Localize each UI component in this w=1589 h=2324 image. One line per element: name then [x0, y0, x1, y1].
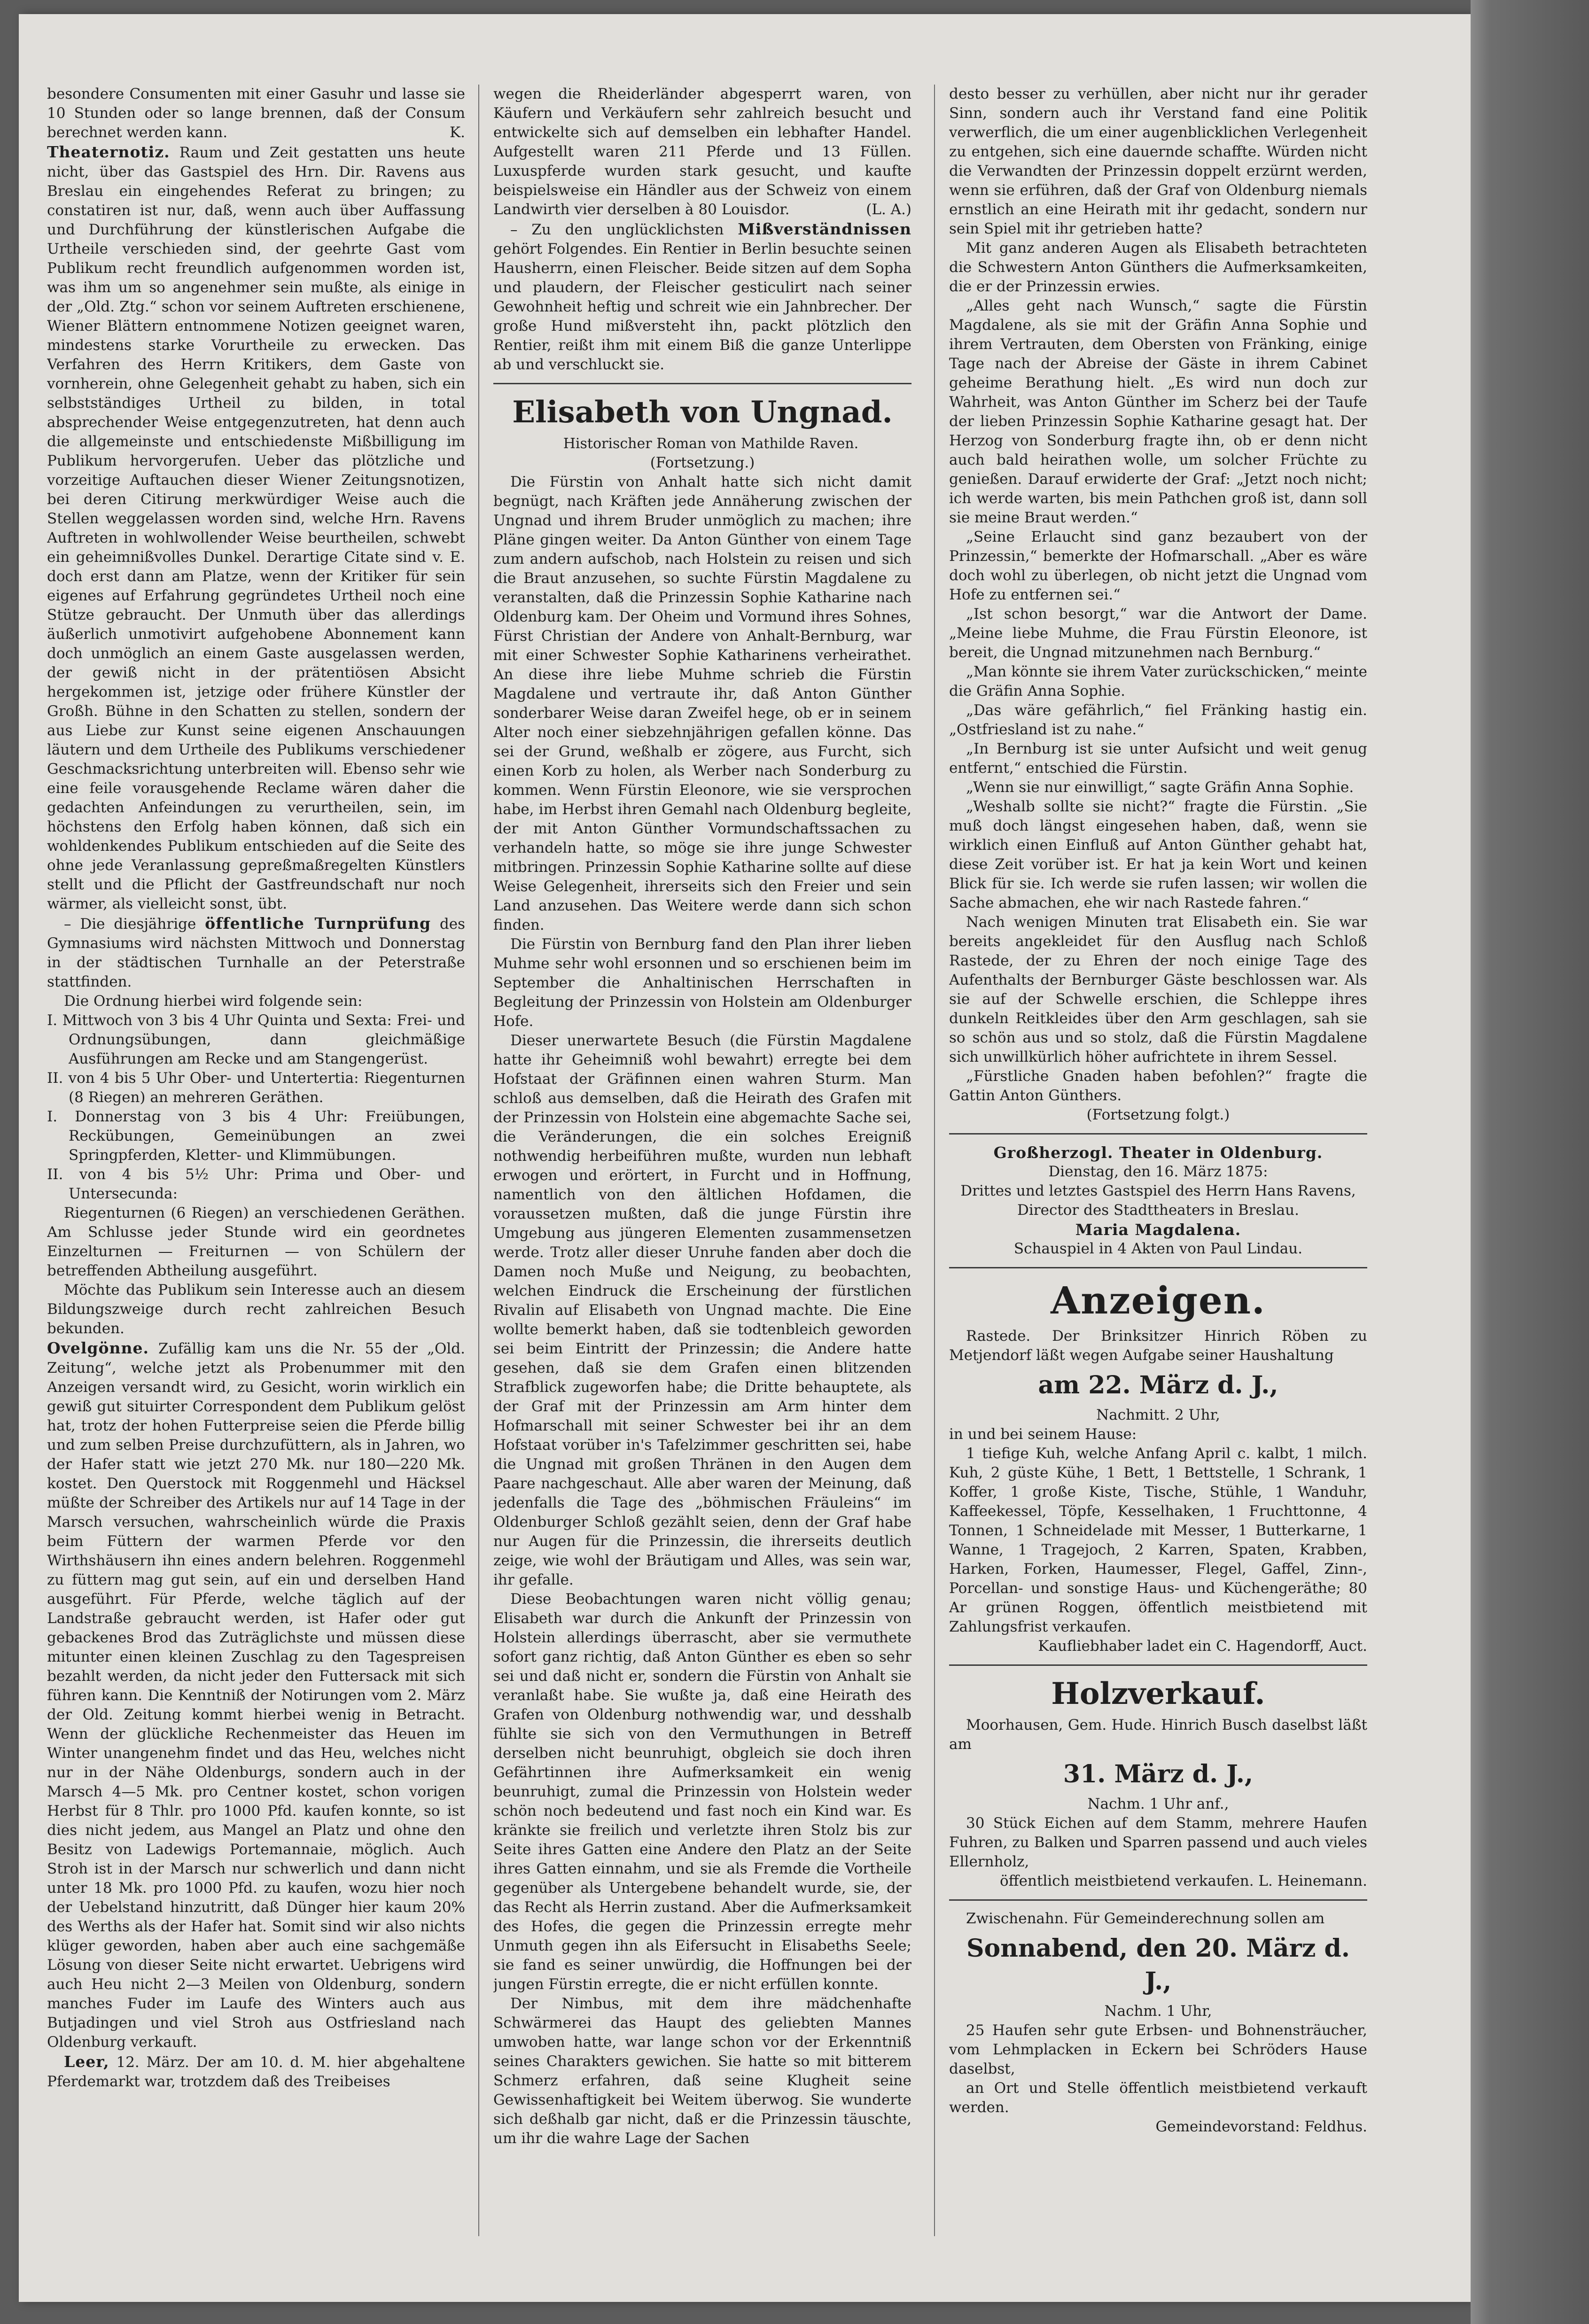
newspaper-page — [19, 14, 1471, 2302]
order-tail: Riegenturnen (6 Riegen) an verschiedenen Geräthen. Am Schlusse jeder Stunde wird ein geordnetes Einzelturnen — Freiturnen — von Schülern der betreffenden Abtheilung ausgeführt. — [47, 1205, 465, 1279]
turn-note: – Die diesjährige öffentliche Turnprüfung des Gymnasiums wird nächsten Mittwoch und Donnerstag in der städtischen Turnhalle an der Peterstraße stattfinden. — [47, 914, 465, 990]
novel-paragraph: „Das wäre gefährlich,“ fiel Fränking hastig ein. „Ostfriesland ist zu nahe.“ — [949, 702, 1367, 738]
ad-text: Rastede. Der Brinksitzer Hinrich Röben zu Metjendorf läßt wegen Aufgabe seiner Haushaltung — [949, 1328, 1367, 1364]
novel-paragraph: „In Bernburg ist sie unter Aufsicht und weit genug entfernt,“ entschied die Fürstin. — [949, 740, 1367, 777]
ad-date: 31. März d. J., — [1063, 1760, 1254, 1788]
theater-line: Drittes und letztes Gastspiel des Herrn Hans Ravens, — [960, 1182, 1356, 1199]
ad-text: 25 Haufen sehr gute Erbsen- und Bohnensträucher, vom Lehmplacken in Eckern bei Schröders Hause daselbst, — [949, 2022, 1367, 2077]
novel-paragraph: „Man könnte sie ihrem Vater zurückschicken,“ meinte die Gräfin Anna Sophie. — [949, 663, 1367, 700]
ad-text: 30 Stück Eichen auf dem Stamm, mehrere Haufen Fuhren, zu Balken und Sparren passend und auch vieles Ellernholz, — [949, 1815, 1367, 1870]
column-rule — [934, 85, 935, 2236]
theater-play: Maria Magdalena. — [1075, 1220, 1241, 1239]
novel-paragraph: „Alles geht nach Wunsch,“ sagte die Fürstin Magdalene, als sie mit der Gräfin Anna Sophie und ihrem Vertrauten, dem Obersten von Fränking, einige Tage nach der Abreise der Gäste in ihrem Cabinet geheime Berathung hielt. „Es wird nun doch zur Wahrheit, was Anton Günther im Scherz bei der Taufe der lieben Prinzessin Sophie Katharine gesagt hat. Der Herzog von Sonderburg fragte ihn, ob er denn nicht auch bald heirathen wolle, um solcher Früchte zu genießen. Darauf erwiderte der Graf: „Jetzt noch nicht; ich werde warten, bis mein Pathchen groß ist, dann soll sie meine Braut werden.“ — [949, 297, 1367, 526]
order-intro: Die Ordnung hierbei wird folgende sein: — [64, 993, 363, 1010]
ovelgoenne-note: Ovelgönne. Zufällig kam uns die Nr. 55 der „Old. Zeitung“, welche jetzt als Probenummer mit den Anzeigen versandt wird, zu Gesicht, worin wirklich ein gewiß gut situirter Correspondent dem Publikum gelöst hat, trotz der hohen Futterpreise seien die Pferde billig und zum selben Preise durchzufüttern, als in Jahren, wo der Hafer statt wie jetzt 270 Mk. nur 180—220 Mk. kostet. Den Querstock mit Roggenmehl und Häcksel müßte der Schreiber des Artikels nur auf 14 Tage in der Marsch versuchen, wahrscheinlich würde die Praxis beim Füttern der warmen Pferde vor den Wirthshäusern ihn eines andern belehren. Roggenmehl zu füttern mag gut sein, auf ein und derselben Hand ausgeführt. Für Pferde, welche täglich auf der Landstraße gebraucht werden, ist Hafer oder gut gebackenes Brod das Zuträglichste und müssen diese mitunter einen kleinen Zuschlag zu den Tagespreisen bezahlt werden, da nicht jeder den Futtersack mit sich führen kann. Die Kenntniß der Notirungen vom 2. März der Old. Zeitung kommt hierbei wenig in Betracht. Wenn der glückliche Rechenmeister das Heuen im Winter unangenehm findet und das Heu, welches nicht nur in der Nähe Oldenburgs, sondern auch in der Marsch 4—5 Mk. pro Centner kostet, schon vorigen Herbst für 8 Thlr. pro 1000 Pfd. kaufen konnte, so ist dies nicht jedem, aus Mangel an Platz und ohne den Besitz von Ladewigs Portemannaie, möglich. Auch Stroh ist in der Marsch nur schwerlich und dann nicht unter 18 Mk. pro 1000 Pfd. zu kaufen, wozu hier noch der Uebelstand hinzutritt, daß Dünger hier kaum 20% des Werths als der Hafer hat. Somit sind wir also nichts klüger geworden, haben aber auch eine sachgemäße Lösung von dieser Seite nicht erwartet. Uebrigens wird auch Heu nicht 2—3 Meilen von Oldenburg, sondern manches Fuder im Laufe des Winters auch aus Butjadingen und viel Stroh aus Ostfriesland nach Oldenburg verkauft. — [47, 1339, 465, 2051]
order-item: II. von 4 bis 5½ Uhr: Prima und Ober- und Untersecunda: — [47, 1166, 465, 1202]
novel-paragraph: Diese Beobachtungen waren nicht völlig genau; Elisabeth war durch die Ankunft der Prinzessin von Holstein allerdings überrascht, aber sie vermuthete sofort ganz richtig, daß Anton Günther es eben so sehr sei und daß nicht er, sondern die Fürstin von Anhalt sie veranlaßt habe. Sie wußte ja, daß eine Heirath des Grafen von Oldenburg nothwendig war, und desshalb fühlte sie sich von den Vermuthungen in Betreff derselben nicht beunruhigt, obgleich sie doch ihren Gefährtinnen ihre Aufmerksamkeit ein wenig beunruhigt, zumal die Prinzessin von Holstein weder schön noch bedeutend und fast noch ein Kind war. Es kränkte sie freilich und verletzte ihren Stolz bis zur Seite ihres Gatten eine Andere den Platz an der Seite ihres Gatten einnahm, und sie als Fremde die Vortheile gegenüber als Untergebene behandelt wurde, sie, der das Recht als Herrin zustand. Aber die Aufmerksamkeit des Hofes, die gegen die Prinzessin erregte mehr Unmuth gegen ihn als Eifersucht in Elisabeths Seele; sie fand es seiner unwürdig, die Hoffnungen bei der jungen Fürstin erregte, die er nicht erfüllen konnte. — [493, 1591, 911, 1993]
ad-time: Nachm. 1 Uhr anf., — [1087, 1795, 1229, 1812]
novel-paragraph: Der Nimbus, mit dem ihre mädchenhafte Schwärmerei das Haupt des geliebten Mannes umwoben hatte, war lange schon vor der Erkenntniß seines Charakters gewichen. Sie hatte so mit bitterem Schmerz erfahren, daß seine Klugheit seine Gewissenhaftigkeit bei Weitem überwog. Sie wunderte sich deßhalb gar nicht, daß er die Prinzessin täuschte, um ihr die wahre Lage der Sachen — [493, 1995, 911, 2147]
turn-close: Möchte das Publikum sein Interesse auch an diesem Bildungszweige durch recht zahlreichen Besuch bekunden. — [47, 1282, 465, 1337]
ad-list: 1 tiefige Kuh, welche Anfang April c. kalbt, 1 milch. Kuh, 2 güste Kühe, 1 Bett, 1 Bettstelle, 1 Schrank, 1 Koffer, 1 große Kiste, Tische, Stühle, 1 Wanduhr, Kaffeekessel, Töpfe, Kesselhaken, 1 Fruchttonne, 4 Tonnen, 1 Schneidelade mit Messer, 1 Butterkarne, 1 Wanne, 1 Tragejoch, 2 Karren, Spaten, Krabben, Harken, Forken, Haumesser, Flegel, Gaffel, Zinn-, Porcellan- und sonstige Haus- und Küchengeräthe; 80 Ar grünen Roggen, öffentlich meistbietend mit Zahlungsfrist verkaufen. — [949, 1445, 1367, 1635]
article-text: wegen die Rheiderländer abgesperrt waren, von Käufern und Verkäufern sehr zahlreich besucht und entwickelte sich auf demselben ein lebhafter Handel. Aufgestellt waren 211 Pferde und 13 Füllen. Luxuspferde wurden stark gesucht, und kaufte beispielsweise ein Händler aus der Schweiz von einem Landwirth vier derselben à 80 Louisdor. (L. A.) — [493, 85, 911, 218]
novel-paragraph: „Fürstliche Gnaden haben befohlen?“ fragte die Gattin Anton Günthers. — [949, 1068, 1367, 1104]
ad-heading: Holzverkauf. — [1051, 1676, 1265, 1711]
theater-line: Schauspiel in 4 Akten von Paul Lindau. — [1013, 1240, 1303, 1257]
novel-continuation: (Fortsetzung.) — [650, 454, 755, 471]
column-1 — [47, 85, 465, 2236]
order-item: I. Mittwoch von 3 bis 4 Uhr Quinta und Sexta: Frei- und Ordnungsübungen, dann gleichmäßige Ausführungen am Recke und am Stangengerüst. — [47, 1012, 465, 1067]
misunderstanding-note: – Zu den unglücklichsten Mißverständnissen gehört Folgendes. Ein Rentier in Berlin besuchte seinen Hausherrn, einen Fleischer. Beide sitzen auf dem Sopha und plaudern, der Fleischer gesticulirt nach seiner Gewohnheit heftig und schreit wie ein Jahnbrecher. Der große Hund mißversteht ihn, packt plötzlich den Rentier, reißt ihm mit einem Biß die ganze Unterlippe ab und verschluckt sie. — [493, 220, 911, 373]
section-rule — [949, 1664, 1367, 1666]
novel-paragraph: „Wenn sie nur einwilligt,“ sagte Gräfin Anna Sophie. — [966, 779, 1354, 796]
ad-place: in und bei seinem Hause: — [949, 1426, 1137, 1443]
novel-subtitle: Historischer Roman von Mathilde Raven. — [563, 435, 859, 452]
ads-heading: Anzeigen. — [1051, 1278, 1266, 1322]
column-2 — [493, 85, 911, 2236]
ad-signature: Gemeindevorstand: Feldhus. — [1155, 2118, 1367, 2135]
ad-text: Zwischenahn. Für Gemeinderechnung sollen am — [966, 1910, 1325, 1927]
section-rule — [949, 1899, 1367, 1901]
order-item: I. Donnerstag von 3 bis 4 Uhr: Freiübungen, Reckübungen, Gemeinübungen an zwei Springpferden, Kletter- und Klimmübungen. — [47, 1108, 465, 1164]
ad-time: Nachm. 1 Uhr, — [1104, 2003, 1212, 2020]
section-rule — [949, 1267, 1367, 1268]
ad-date: am 22. März d. J., — [1038, 1371, 1278, 1399]
novel-paragraph: Dieser unerwartete Besuch (die Fürstin Magdalene hatte ihr Geheimniß wohl bewahrt) erregte bei dem Hofstaat der Gräfinnen einen wahren Sturm. Man schloß aus demselben, daß die Heirath des Grafen mit der Prinzessin von Holstein eine abgemachte Sache sei, die Veränderungen, die ein solches Ereigniß nothwendig herbeiführen mußte, wurden nun lebhaft erwogen und erörtert, in Furcht und in Hoffnung, namentlich von den ältlichen Hofdamen, die voraussetzen mußten, daß die junge Fürstin ihre Umgebung aus jüngeren Elementen zusammensetzen werde. Trotz aller dieser Unruhe fanden aber doch die Damen noch Muße und Neigung, zu beobachten, welchen Eindruck die Erscheinung der fürstlichen Rivalin auf Elisabeth von Ungnad machte. Die Eine wollte bemerkt haben, daß sie todtenbleich geworden sei beim Eintritt der Prinzessin; die Andere hatte gesehen, daß sie dem Grafen einen blitzenden Strafblick zugeworfen habe; die Dritte behauptete, als der Graf mit der Prinzessin am Arm hinter dem Hofmarschall mit seiner Schwester bei ihr an dem Hofstaat vorüber in's Tafelzimmer geschritten sei, habe die Ungnad mit großen Thränen in den Augen dem Paare nachgeschaut. Alle aber waren der Meinung, daß jedenfalls die Tage des „böhmischen Fräuleins“ im Oldenburger Schloß gezählt seien, denn der Graf habe nur Augen für die Prinzessin, die ihrerseits deutlich zeige, wie wohl der Bräutigam und Alles, was sein war, ihr gefalle. — [493, 1032, 911, 1588]
novel-paragraph: „Ist schon besorgt,“ war die Antwort der Dame. „Meine liebe Muhme, die Frau Fürstin Eleonore, ist bereit, die Ungnad mitzunehmen nach Bernburg.“ — [949, 606, 1367, 661]
column-3 — [949, 85, 1367, 2236]
novel-paragraph: desto besser zu verhüllen, aber nicht nur ihr gerader Sinn, sondern auch ihr Verstand fand eine Politik verwerflich, die um einer augenblicklichen Verlegenheit zu entgehen, sich eine dauernde schaffte. Würden nicht die Verwandten der Prinzessin doppelt erzürnt werden, wenn sie erführen, daß der Graf von Oldenburg niemals ernstlich an eine Heirath mit ihr gedacht, sondern nur sein Spiel mit ihr getrieben hatte? — [949, 85, 1367, 237]
theater-note: Theaternotiz. Raum und Zeit gestatten uns heute nicht, über das Gastspiel des Hrn. Dir. Ravens aus Breslau ein eingehendes Referat zu bringen; zu constatiren ist nur, daß, wenn auch über Auffassung und Durchführung der künstlerischen Aufgabe die Urtheile verschieden sind, der geehrte Gast vom Publikum recht freundlich aufgenommen worden ist, was ihm um so angenehmer sein mußte, als einige in der „Old. Ztg.“ schon vor seinem Auftreten erschienene, Wiener Blättern entnommene Notizen geeignet waren, mindestens starke Vorurtheile zu erwecken. Das Verfahren des Herrn Kritikers, dem Gaste von vornherein, ohne Gelegenheit gehabt zu haben, sich ein selbstständiges Urtheil zu bilden, in total absprechender Weise entgegenzutreten, hat denn auch die allgemeinste und entschiedenste Mißbilligung im Publikum hervorgerufen. Ueber das plötzliche und vorzeitige Auftauchen dieser Wiener Zeitungsnotizen, bei deren Citirung merkwürdiger Weise auch die Stellen weggelassen worden sind, welche Hrn. Ravens Auftreten in wohlwollender Weise beurtheilen, schwebt ein geheimnißvolles Dunkel. Derartige Citate sind v. E. doch erst dann am Platze, wenn der Kritiker für sein eigenes auf Erfahrung gegründetes Urtheil noch eine Stütze gebraucht. Der Unmuth über das allerdings äußerlich unmotivirt aufgehobene Abonnement kann doch unmöglich an einem Gaste ausgelassen werden, der gewiß nicht in der prätentiösen Absicht hergekommen ist, jetzige oder frühere Künstler der Großh. Bühne in den Schatten zu stellen, sondern der aus Liebe zur Kunst seine eigenen Anschauungen läutern und dem Urtheile des Publikums verschiedener Geschmacksrichtung unterbreiten will. Ebenso sehr wie eine feile vorausgehende Reclame wären daher die gedachten Anfeindungen zu verurtheilen, sein, im höchstens den Erfolg haben können, daß sich ein wohldenkendes Publikum entschieden auf die Seite des ohne jede Veranlassung gepreßmaßregelten Künstlers stellt und die Pflicht der Gastfreundschaft nur noch wärmer, als vielleicht sonst, übt. — [47, 143, 465, 912]
ad-time: Nachmitt. 2 Uhr, — [1096, 1407, 1220, 1423]
novel-paragraph: Die Fürstin von Bernburg fand den Plan ihrer lieben Muhme sehr wohl ersonnen und so erschienen beim im September die Anhaltinischen Herrschaften in Begleitung der Prinzessin von Holstein am Oldenburger Hofe. — [493, 936, 911, 1030]
column-rule — [478, 85, 479, 2236]
novel-title: Elisabeth von Ungnad. — [512, 395, 893, 430]
novel-paragraph: Nach wenigen Minuten trat Elisabeth ein. Sie war bereits angekleidet für den Ausflug nach Schloß Rastede, der zu Ehren der noch einige Tage des Aufenthalts der Bernburger Gäste beschlossen war. Als sie auf der Schwelle erschien, die Schleppe ihres dunkeln Reitkleides über den Arm geschlagen, sah sie so schön aus und so stolz, daß die Fürstin Magdalene sich unwillkürlich höher aufrichtete in ihrem Sessel. — [949, 914, 1367, 1065]
section-rule — [493, 383, 911, 384]
theater-heading: Großherzogl. Theater in Oldenburg. — [993, 1143, 1323, 1162]
novel-paragraph: Mit ganz anderen Augen als Elisabeth betrachteten die Schwestern Anton Günthers die Aufmerksamkeiten, die er der Prinzessin erwies. — [949, 240, 1367, 295]
leer-note: Leer, 12. März. Der am 10. d. M. hier abgehaltene Pferdemarkt war, trotzdem daß des Treibeises — [47, 2052, 465, 2090]
novel-to-be-continued: (Fortsetzung folgt.) — [1086, 1106, 1230, 1123]
section-rule — [949, 1133, 1367, 1135]
theater-line: Director des Stadttheaters in Breslau. — [1017, 1202, 1299, 1219]
ad-date: Sonnabend, den 20. März d. J., — [966, 1934, 1350, 1996]
article-text: besondere Consumenten mit einer Gasuhr und lasse sie 10 Stunden oder so lange brennen, daß der Consum berechnet werden kann. K. — [47, 85, 465, 141]
novel-paragraph: Die Fürstin von Anhalt hatte sich nicht damit begnügt, nach Kräften jede Annäherung zwischen der Ungnad und ihrem Bruder unmöglich zu machen; ihre Pläne gingen weiter. Da Anton Günther von einem Tage zum andern aufschob, nach Holstein zu reisen und sich die Braut anzusehen, so suchte Fürstin Magdalene zu veranstalten, daß die Prinzessin Sophie Katharine nach Oldenburg kam. Der Oheim und Vormund ihres Sohnes, Fürst Christian der Andere von Anhalt-Bernburg, war mit einer Schwester Sophie Katharinens verheirathet. An diese ihre liebe Muhme schrieb die Fürstin Magdalene und vertraute ihr, daß Anton Günther sonderbarer Weise daran Zweifel hege, ob er in seinem Alter noch einer siebzehnjährigen gefallen könne. Das sei der Grund, weßhalb er zögere, aus Furcht, sich einen Korb zu holen, als Werber nach Sonderburg zu kommen. Wenn Fürstin Eleonore, wie sie versprochen habe, im Herbst ihren Gemahl nach Oldenburg begleite, der mit Anton Günther Vormundschaftssachen zu verhandeln hatte, so möge sie ihre junge Schwester mitbringen. Prinzessin Sophie Katharine sollte auf diese Weise Gelegenheit, ihrerseits sich den Freier und sein Land anzusehen. Das Weitere werde dann sich schon finden. — [493, 474, 911, 933]
novel-paragraph: „Weshalb sollte sie nicht?“ fragte die Fürstin. „Sie muß doch längst eingesehen haben, daß, wenn sie wirklich einen Einfluß auf Anton Günther gehabt hat, diese Zeit vorüber ist. Er hat ja kein Wort und keinen Blick für sie. Ich werde sie rufen lassen; wir wollen die Sache abmachen, ehe wir nach Rastede fahren.“ — [949, 798, 1367, 911]
novel-paragraph: „Seine Erlaucht sind ganz bezaubert von der Prinzessin,“ bemerkte der Hofmarschall. „Aber es wäre doch wohl zu überlegen, ob nicht jetzt die Ungnad vom Hofe zu entfernen sei.“ — [949, 529, 1367, 603]
theater-date: Dienstag, den 16. März 1875: — [1048, 1163, 1268, 1180]
ad-signature: öffentlich meistbietend verkaufen. L. Heinemann. — [999, 1873, 1367, 1889]
ad-text: an Ort und Stelle öffentlich meistbietend verkauft werden. — [949, 2080, 1367, 2116]
ad-signature: Kaufliebhaber ladet ein C. Hagendorff, Auct. — [1038, 1638, 1367, 1655]
ad-text: Moorhausen, Gem. Hude. Hinrich Busch daselbst läßt am — [949, 1717, 1367, 1753]
scan-background-edge — [1471, 0, 1589, 2324]
order-item: II. von 4 bis 5 Uhr Ober- und Untertertia: Riegenturnen (8 Riegen) an mehreren Geräthen. — [47, 1070, 465, 1106]
